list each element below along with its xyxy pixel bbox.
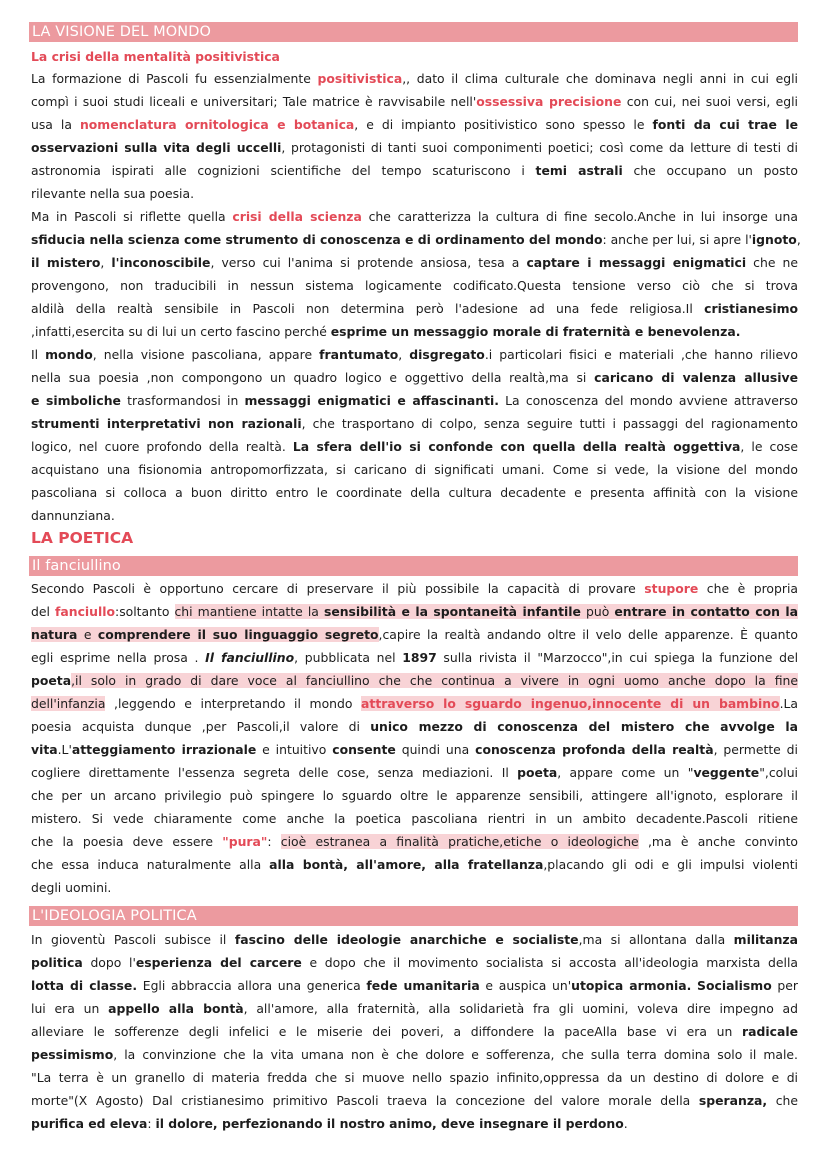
text-segment: quindi una — [395, 742, 476, 757]
text-segment: provengono, non traducibili in nessun sistema logicamente codificato.Questa tensione verso ciò che si trova — [31, 278, 798, 293]
text-line — [31, 716, 798, 739]
text-segment: : anche per lui, si apre l' — [602, 232, 752, 247]
text-segment: ,ma è anche convinto — [638, 834, 799, 849]
text-segment: 1897 — [402, 650, 437, 665]
text-segment: veggente — [693, 765, 760, 780]
text-segment: cioè estranea a finalità pratiche,etiche o ideologiche — [280, 834, 639, 849]
text-line — [31, 929, 798, 952]
text-segment: vita — [31, 742, 58, 757]
text-line — [31, 831, 798, 854]
text-line — [31, 762, 798, 785]
text-segment: attraverso lo sguardo ingenuo,innocente di un bambino — [361, 696, 780, 711]
text-segment: , permette di — [713, 742, 798, 757]
text-segment: poeta — [31, 673, 72, 688]
text-segment: alleviare le sofferenze degli infelici e le miserie dei poveri, a diffondere la paceAlla base vi era un — [31, 1024, 743, 1039]
text-segment: , pubblicata nel — [294, 650, 403, 665]
text-segment: il mistero — [31, 255, 101, 270]
text-segment: ,, dato il clima culturale che dominava negli anni in cui egli — [402, 71, 798, 86]
text-segment: consente — [332, 742, 396, 757]
text-line — [31, 693, 798, 716]
text-segment: sfiducia nella scienza come strumento di conoscenza e di ordinamento del mondo — [31, 232, 603, 247]
text-segment: dopo l' — [82, 955, 136, 970]
text-segment: che caratterizza la cultura di fine secolo.Anche in lui insorge una — [361, 209, 798, 224]
text-segment: purifica ed eleva — [31, 1116, 148, 1131]
text-segment: per — [771, 978, 799, 993]
text-line — [31, 601, 798, 624]
text-segment: politica — [31, 955, 83, 970]
text-line — [31, 367, 798, 390]
text-line — [31, 436, 798, 459]
text-segment: esperienza del carcere — [135, 955, 302, 970]
text-line — [31, 68, 798, 91]
text-segment: : — [147, 1116, 156, 1131]
text-segment: che essa induca naturalmente alla — [31, 857, 270, 872]
text-segment: utopica armonia. — [571, 978, 692, 993]
text-line — [31, 998, 798, 1021]
text-segment: che occupano un posto — [622, 163, 798, 178]
text-segment: ignoto — [751, 232, 797, 247]
text-segment: fascino delle ideologie anarchiche e socialiste — [234, 932, 579, 947]
text-segment: lotta di classe. — [31, 978, 138, 993]
text-line — [31, 91, 798, 114]
text-segment: . — [623, 1116, 628, 1131]
text-segment: e dopo che il movimento socialista si accosta all'ideologia marxista della — [301, 955, 798, 970]
text-segment: poeta — [517, 765, 558, 780]
text-segment: chi mantiene intatte la — [174, 604, 324, 619]
text-segment: che la poesia deve essere — [31, 834, 223, 849]
text-segment: pessimismo — [31, 1047, 114, 1062]
text-segment: , — [100, 255, 112, 270]
text-segment: messaggi enigmatici e affascinanti. — [244, 393, 499, 408]
text-segment: dell'infanzia — [31, 696, 106, 711]
text-segment: cristianesimo — [704, 301, 798, 316]
text-segment: e — [77, 627, 98, 642]
text-segment: La formazione di Pascoli fu essenzialmente — [31, 71, 318, 86]
section-bar-ideologia: L'IDEOLOGIA POLITICA — [29, 906, 798, 926]
text-segment: .La — [779, 696, 798, 711]
text-line — [31, 252, 798, 275]
text-segment: che per un arcano privilegio può spingere lo sguardo oltre le apparenze sensibili, attingere all'ignoto, esplorare il — [31, 788, 798, 803]
text-segment: sulla rivista il "Marzocco",in cui spiega la funzione del — [436, 650, 799, 665]
text-segment: , le cose — [740, 439, 798, 454]
text-segment: Egli abbraccia allora una generica — [137, 978, 367, 993]
text-segment: stupore — [644, 581, 699, 596]
text-segment: e auspica un' — [479, 978, 572, 993]
text-line — [31, 1090, 798, 1113]
text-segment: strumenti interpretativi non razionali — [31, 416, 302, 431]
text-segment: , — [398, 347, 410, 362]
text-line — [31, 647, 798, 670]
text-segment: Socialismo — [697, 978, 772, 993]
text-segment: con cui, nei suoi versi, egli — [621, 94, 798, 109]
section-bar-visione: LA VISIONE DEL MONDO — [29, 22, 798, 42]
text-segment: atteggiamento irrazionale — [71, 742, 257, 757]
text-segment: osservazioni sulla vita degli uccelli — [31, 140, 282, 155]
text-segment: entrare in contatto con la — [614, 604, 799, 619]
text-line — [31, 229, 801, 252]
text-segment: frantumato — [319, 347, 399, 362]
text-segment: nomenclatura ornitologica e botanica — [79, 117, 355, 132]
text-line — [31, 877, 798, 900]
text-segment: Ma in Pascoli si riflette quella — [31, 209, 233, 224]
text-segment: rilevante nella sua poesia. — [31, 186, 195, 201]
text-segment: compì i suoi studi liceali e universitari; Tale matrice è ravvisabile nell' — [31, 94, 477, 109]
text-segment: temi astrali — [535, 163, 623, 178]
text-segment: astronomia ispirati alle cognizioni scientifiche del tempo scaturiscono i — [31, 163, 536, 178]
text-line — [31, 390, 798, 413]
subtitle-crisi: La crisi della mentalità positivistica — [31, 49, 280, 64]
text-segment: comprendere il suo linguaggio segreto — [97, 627, 379, 642]
text-segment: aldilà della realtà sensibile in Pascoli non determina però l'adesione ad una fede religiosa.Il — [31, 301, 705, 316]
text-segment: che è propria — [698, 581, 798, 596]
text-line — [31, 808, 798, 831]
text-segment: :soltanto — [115, 604, 175, 619]
text-segment: il dolore, perfezionando il nostro animo, deve insegnare il perdono — [155, 1116, 624, 1131]
text-segment: La conoscenza del mondo avviene attraverso — [498, 393, 798, 408]
text-segment: In gioventù Pascoli subisce il — [31, 932, 235, 947]
text-segment: degli uomini. — [31, 880, 112, 895]
text-segment: pascoliana si colloca a buon diritto entro le coordinate della cultura decadente e presenta affinità con la visione — [31, 485, 798, 500]
text-segment: acquistano una fisionomia antropomorfizzata, si caricano di significati umani. Come si vede, la visione del mondo — [31, 462, 798, 477]
text-segment: natura — [31, 627, 78, 642]
text-line — [31, 482, 798, 505]
text-segment: "pura" — [222, 834, 268, 849]
text-segment: e simboliche — [31, 393, 121, 408]
text-segment: esprime un messaggio morale di fraternità e benevolenza. — [330, 324, 741, 339]
text-line — [31, 298, 798, 321]
text-segment: può — [580, 604, 615, 619]
text-segment: e intuitivo — [256, 742, 333, 757]
text-segment: poesia acquista dunque ,per Pascoli,il valore di — [31, 719, 371, 734]
text-segment: conoscenza profonda della realtà — [475, 742, 714, 757]
section-bar-fanciullino: Il fanciullino — [29, 556, 798, 576]
text-segment: ossessiva precisione — [476, 94, 622, 109]
text-segment: morte"(X Agosto) Dal cristianesimo primitivo Pascoli traeva la concezione del valore morale della — [31, 1093, 699, 1108]
text-segment: , protagonisti di tanti suoi componimenti poetici; così come da letture di testi di — [281, 140, 798, 155]
text-segment: , all'amore, alla fraternità, alla solidarietà fra gli uomini, voleva dire impegno ad — [243, 1001, 799, 1016]
text-segment: La sfera dell'io si confonde con quella della realtà oggettiva — [292, 439, 741, 454]
text-line — [31, 114, 798, 137]
text-segment: Il — [31, 347, 46, 362]
text-line — [31, 160, 798, 183]
text-segment: positivistica — [317, 71, 403, 86]
text-segment: l'inconoscibile — [111, 255, 211, 270]
text-segment: trasformandosi in — [120, 393, 245, 408]
text-segment: Il fanciullino — [205, 650, 295, 665]
text-line — [31, 785, 798, 808]
text-line — [31, 321, 798, 344]
text-segment: : — [267, 834, 281, 849]
text-segment: , — [796, 232, 801, 247]
text-segment: del — [31, 604, 56, 619]
text-segment: "La terra è un granello di materia fredda che si muove nello spazio infinito,oppressa da un destino di dolore e di — [31, 1070, 798, 1085]
text-segment: Secondo Pascoli è opportuno cercare di preservare il più possibile la capacità di provare — [31, 581, 645, 596]
text-line — [31, 183, 798, 206]
text-segment: nella sua poesia ,non compongono un quadro logico e oggettivo della realtà,ma si — [31, 370, 595, 385]
text-segment: speranza, — [698, 1093, 768, 1108]
text-line — [31, 1044, 798, 1067]
text-segment: , nella visione pascoliana, appare — [92, 347, 320, 362]
text-segment: sensibilità e la spontaneità infantile — [323, 604, 581, 619]
text-line — [31, 952, 798, 975]
text-segment: .i particolari fisici e materiali ,che hanno rilievo — [484, 347, 798, 362]
text-segment: ,capire la realtà andando oltre il velo delle apparenze. È quanto — [378, 627, 798, 642]
text-segment: che ne — [746, 255, 798, 270]
text-segment: usa la — [31, 117, 80, 132]
text-segment: , verso cui l'anima si protende ansiosa, tesa a — [210, 255, 527, 270]
text-segment: fede umanitaria — [366, 978, 480, 993]
text-line — [31, 854, 798, 877]
text-segment: disgregato — [409, 347, 485, 362]
text-segment: ,leggendo e interpretando il mondo — [105, 696, 362, 711]
text-line — [31, 459, 798, 482]
text-segment: che — [767, 1093, 798, 1108]
text-line — [31, 1113, 798, 1136]
text-line — [31, 206, 798, 229]
text-line — [31, 578, 798, 601]
text-line — [31, 413, 798, 436]
text-line — [31, 1021, 798, 1044]
text-line — [31, 670, 798, 693]
text-segment: , che trasportano di colpo, senza seguire tutti i passaggi del ragionamento — [301, 416, 799, 431]
text-segment: mondo — [45, 347, 93, 362]
text-segment: ,placando gli odi e gli impulsi violenti — [543, 857, 798, 872]
text-segment: lui era un — [31, 1001, 109, 1016]
text-line — [31, 1067, 798, 1090]
text-segment: cogliere direttamente l'essenza segreta delle cose, senza mediazioni. Il — [31, 765, 518, 780]
text-line — [31, 739, 798, 762]
text-segment: ",colui — [759, 765, 798, 780]
text-segment: unico mezzo di conoscenza del mistero che avvolge la — [370, 719, 798, 734]
text-segment: caricano di valenza allusive — [594, 370, 798, 385]
text-segment: .L' — [57, 742, 72, 757]
text-line — [31, 505, 798, 528]
text-line — [31, 137, 798, 160]
heading-poetica: LA POETICA — [31, 529, 134, 547]
text-line — [31, 344, 798, 367]
text-segment: ,ma si allontana dalla — [578, 932, 734, 947]
text-segment: ,infatti,esercita su di lui un certo fascino perché — [31, 324, 331, 339]
text-segment: radicale — [742, 1024, 798, 1039]
text-segment: crisi della scienza — [232, 209, 362, 224]
text-segment: egli esprime nella prosa . — [31, 650, 206, 665]
text-segment: , appare come un " — [557, 765, 694, 780]
text-line — [31, 624, 798, 647]
text-segment: fonti da cui trae le — [652, 117, 798, 132]
text-segment: alla bontà, all'amore, alla fratellanza — [269, 857, 544, 872]
text-segment: fanciullo — [55, 604, 116, 619]
text-segment: , e di impianto positivistico sono spesso le — [354, 117, 653, 132]
text-line — [31, 975, 798, 998]
text-segment: logico, nel cuore profondo della realtà. — [31, 439, 293, 454]
text-segment: appello alla bontà — [108, 1001, 244, 1016]
text-line — [31, 275, 798, 298]
text-segment: captare i messaggi enigmatici — [526, 255, 747, 270]
text-segment: militanza — [733, 932, 798, 947]
text-segment: ,il solo in grado di dare voce al fanciullino che che continua a vivere in ogni uomo anche dopo la fine — [71, 673, 798, 688]
text-segment: dannunziana. — [31, 508, 115, 523]
text-segment: mistero. Si vede chiaramente come anche la poetica pascoliana rientri in un ambito decadente.Pascoli ritiene — [31, 811, 798, 826]
text-segment: , la convinzione che la vita umana non è che dolore e sofferenza, che sulla terra domina solo il male. — [113, 1047, 798, 1062]
